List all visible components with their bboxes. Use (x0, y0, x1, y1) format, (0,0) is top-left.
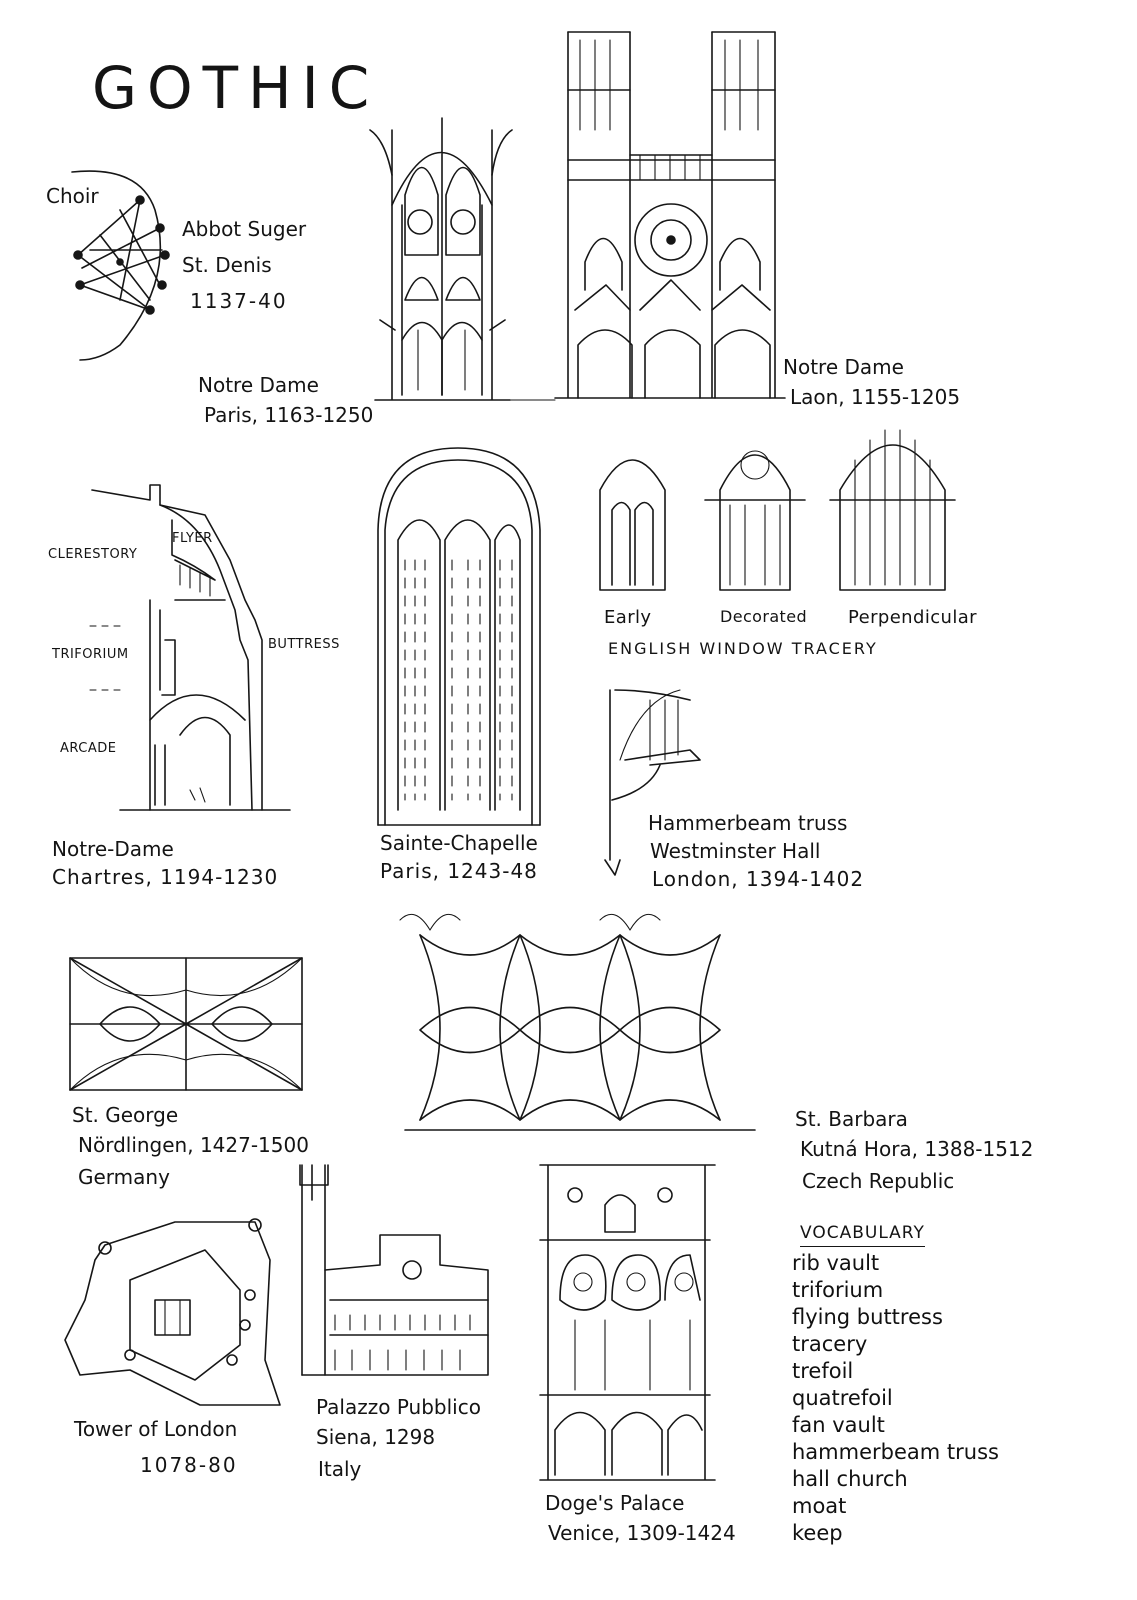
vocabulary-item: rib vault (792, 1251, 880, 1275)
hammerbeam-caption-line-3: London, 1394-1402 (652, 867, 865, 891)
page-title: GOTHIC (92, 54, 380, 122)
tower-of-london-plan (65, 1219, 280, 1405)
st-george-caption-line-1: St. George (72, 1103, 179, 1127)
st-barbara-caption-line-2: Kutná Hora, 1388-1512 (800, 1137, 1034, 1161)
vocabulary-item: tracery (792, 1332, 868, 1356)
st-george-caption-line-3: Germany (78, 1165, 170, 1189)
sainte-chapelle-caption-line-2: Paris, 1243-48 (380, 859, 538, 883)
notre-dame-laon-caption-line-2: Laon, 1155-1205 (790, 385, 961, 409)
palazzo-pubblico (300, 1165, 488, 1375)
chartres-caption-line-1: Notre-Dame (52, 837, 174, 861)
notre-dame-laon-facade (510, 32, 785, 400)
clerestory-label: CLERESTORY (48, 547, 138, 562)
hammerbeam-caption-line-1: Hammerbeam truss (648, 811, 848, 835)
arcade-label: ARCADE (60, 741, 117, 756)
doges-palace (540, 1165, 715, 1480)
vocabulary-item: hall church (792, 1467, 908, 1491)
choir-label: Choir (46, 184, 99, 208)
tracery-early-label: Early (604, 607, 652, 628)
st-barbara-vault (400, 914, 755, 1130)
vocabulary-list (792, 1250, 999, 1547)
tracery-windows (600, 430, 955, 590)
st-denis-caption-line-3: 1137-40 (190, 289, 288, 313)
doges-palace-caption-line-1: Doge's Palace (545, 1491, 685, 1515)
hammerbeam-caption-line-2: Westminster Hall (650, 839, 821, 863)
st-barbara-caption-line-1: St. Barbara (795, 1107, 908, 1131)
st-denis-caption-line-1: Abbot Suger (182, 217, 307, 241)
vocabulary-item: moat (792, 1494, 847, 1518)
triforium-label: TRIFORIUM (52, 647, 129, 662)
buttress-label: BUTTRESS (268, 637, 340, 652)
vocabulary-item: triforium (792, 1278, 884, 1302)
vocabulary-heading: VOCABULARY (800, 1224, 925, 1247)
chartres-caption-line-2: Chartres, 1194-1230 (52, 865, 279, 889)
vocabulary-item: flying buttress (792, 1305, 943, 1329)
vocabulary-item: hammerbeam truss (792, 1440, 999, 1464)
tracery-decorated-label: Decorated (720, 607, 808, 626)
st-george-caption-line-2: Nördlingen, 1427-1500 (78, 1133, 309, 1157)
vocabulary-item: keep (792, 1521, 843, 1545)
notre-dame-paris-caption-line-2: Paris, 1163-1250 (204, 403, 374, 427)
st-denis-caption-line-2: St. Denis (182, 253, 272, 277)
sainte-chapelle-caption-line-1: Sainte-Chapelle (380, 831, 538, 855)
palazzo-caption-line-1: Palazzo Pubblico (316, 1395, 481, 1419)
palazzo-caption-line-2: Siena, 1298 (316, 1425, 436, 1449)
tracery-caption: ENGLISH WINDOW TRACERY (608, 639, 878, 658)
tower-of-london-caption-line-1: Tower of London (74, 1417, 238, 1441)
notre-dame-paris-caption-line-1: Notre Dame (198, 373, 319, 397)
flyer-label: FLYER (172, 531, 213, 546)
tower-of-london-caption-line-2: 1078-80 (140, 1453, 238, 1477)
vocabulary-item: fan vault (792, 1413, 885, 1437)
vocabulary-item: quatrefoil (792, 1386, 893, 1410)
notre-dame-paris-elevation (370, 118, 512, 400)
tracery-perpendicular-label: Perpendicular (848, 607, 977, 628)
vocabulary-item: trefoil (792, 1359, 854, 1383)
st-george-vault-plan (70, 958, 302, 1090)
st-barbara-caption-line-3: Czech Republic (802, 1169, 955, 1193)
notre-dame-laon-caption-line-1: Notre Dame (783, 355, 904, 379)
sainte-chapelle-window (378, 448, 540, 825)
palazzo-caption-line-3: Italy (318, 1457, 362, 1481)
doges-palace-caption-line-2: Venice, 1309-1424 (548, 1521, 736, 1545)
